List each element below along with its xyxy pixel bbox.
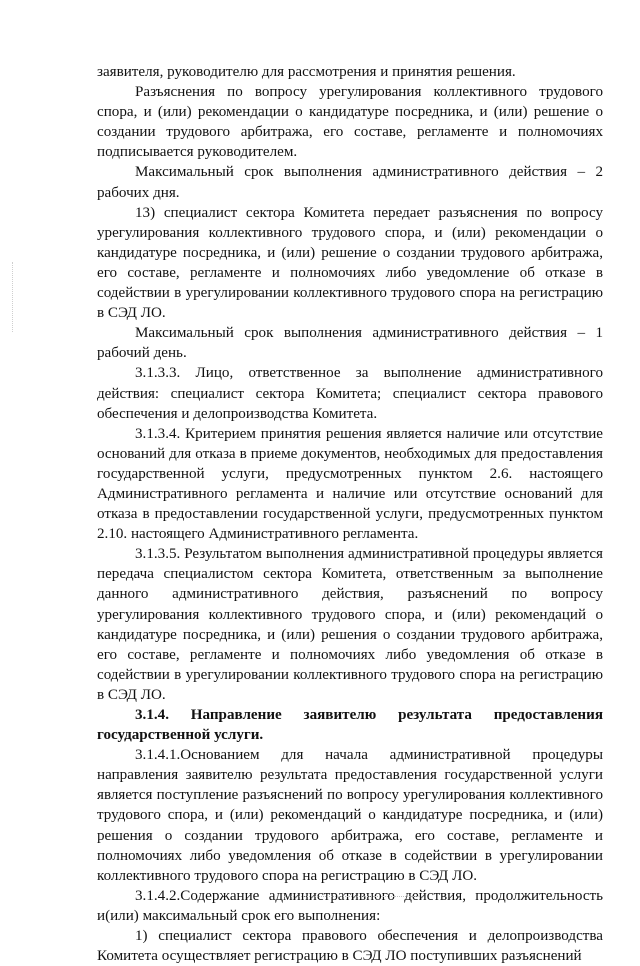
paragraph-3-1-3-3: 3.1.3.3. Лицо, ответственное за выполнение административного действия: специалист сектора Комитета; специалист сектора правового обеспечения и делопроизводства Комитета. (97, 365, 603, 422)
scan-margin-mark (12, 262, 14, 332)
paragraph-clarifications-signed: Разъяснения по вопросу урегулирования коллективного трудового спора, и (или) рекомендации о кандидатуре посредника, и (или) решение о создании трудового арбитража, его составе, регламенте и полномочиях подписывается руководителем. (97, 84, 603, 161)
document-page (97, 62, 603, 966)
paragraph-item-1: 1) специалист сектора правового обеспечения и делопроизводства Комитета осуществляет регистрацию в СЭД ЛО поступивших разъяснений (97, 928, 603, 965)
paragraph-3-1-4-1: 3.1.4.1.Основанием для начала административной процедуры направления заявителю результата предоставления государственной услуги является поступление разъяснений по вопросу урегулирования коллективного трудового спора, и (или) рекомендаций о кандидатуре посредника, и (или) решения о создании трудового арбитража, его составе, регламенте и полномочиях либо уведомления об отказе в содействии в урегулировании коллективного трудового спора на регистрацию в СЭД ЛО. (97, 747, 603, 884)
paragraph-continuation: заявителя, руководителю для рассмотрения и принятия решения. (97, 64, 516, 80)
paragraph-max-term-1-day: Максимальный срок выполнения административного действия – 1 рабочий день. (97, 325, 603, 362)
section-heading-3-1-4: 3.1.4. Направление заявителю результата предоставления государственной услуги. (97, 707, 603, 744)
paragraph-item-13: 13) специалист сектора Комитета передает разъяснения по вопросу урегулирования коллективного трудового спора, и (или) рекомендации о кандидатуре посредника, и (или) решение о создании трудового арбитража, его составе, регламенте и полномочиях либо уведомление об отказе в содействии в урегулировании коллективного трудового спора на регистрацию в СЭД ЛО. (97, 204, 603, 322)
paragraph-max-term-2-days: Максимальный срок выполнения административного действия – 2 рабочих дня. (97, 164, 603, 201)
scan-footer-mark (284, 896, 424, 898)
paragraph-3-1-4-2: 3.1.4.2.Содержание административного действия, продолжительность и(или) максимальный срок его выполнения: (97, 887, 603, 924)
paragraph-3-1-3-5: 3.1.3.5. Результатом выполнения административной процедуры является передача специалистом сектора Комитета, ответственным за выполнение данного административного действия, разъяснений по вопросу урегулирования коллективного трудового спора, и (или) рекомендаций о кандидатуре посредника, и (или) решения о создании трудового арбитража, его составе, регламенте и полномочиях либо уведомления об отказе в содействии в урегулировании коллективного трудового спора на регистрацию в СЭД ЛО. (97, 546, 603, 703)
paragraph-3-1-3-4: 3.1.3.4. Критерием принятия решения является наличие или отсутствие оснований для отказа в приеме документов, необходимых для предоставления государственной услуги, предусмотренных пунктом 2.6. настоящего Административного регламента и наличие или отсутствие оснований для отказа в предоставлении государственной услуги, предусмотренных пунктом 2.10. настоящего Административного регламента. (97, 425, 603, 543)
